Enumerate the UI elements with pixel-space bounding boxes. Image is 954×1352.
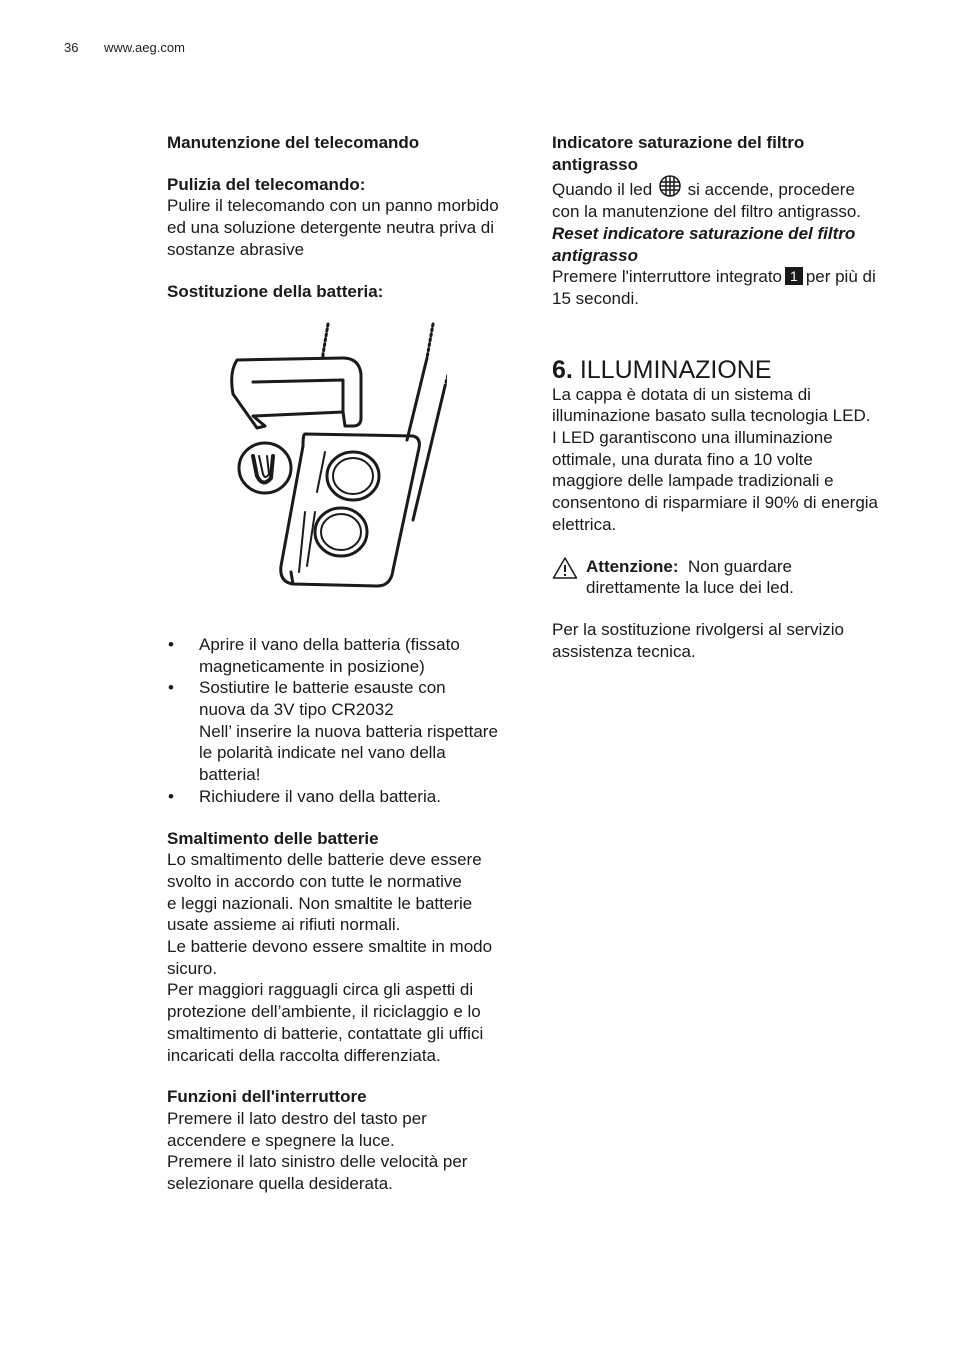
list-item: • Sostiutire le batterie esauste con nuova da 3V tipo CR2032 Nell’ inserire la nuova batteria rispettare le polarità indicate nel vano della batteria! (167, 677, 527, 786)
service-text: Per la sostituzione rivolgersi al servizio assistenza tecnica. (552, 619, 844, 661)
filter-indicator-heading: Indicatore saturazione del filtro antigrasso (552, 133, 805, 174)
grease-filter-icon (657, 175, 683, 199)
section-title: 6. ILLUMINAZIONE (552, 355, 772, 384)
page-number: 36 (64, 40, 79, 55)
list-item: • Aprire il vano della batteria (fissato magneticamente in posizione) (167, 634, 527, 677)
cleaning-heading: Pulizia del telecomando: (167, 174, 366, 194)
cleaning-text: Pulire il telecomando con un panno morbido ed una soluzione detergente neutra priva di sostanze abrasive (167, 196, 499, 259)
website-url: www.aeg.com (104, 40, 185, 55)
warning-label: Attenzione: (586, 556, 679, 576)
switch-key-badge: 1 (785, 267, 803, 285)
battery-replacement-heading: Sostituzione della batteria: (167, 281, 384, 301)
illumination-text: La cappa è dotata di un sistema di illuminazione basato sulla tecnologia LED. I LED garantiscono una illuminazione ottimale, una durata fino a 10 volte maggiore delle lampade tradizionali e consentono di risparmiare il 90% di energia elettrica. (552, 384, 879, 534)
reset-indicator-text: Premere l'interruttore integrato 1 per più di 15 secondi. (552, 267, 876, 308)
remote-maintenance-heading: Manutenzione del telecomando (167, 133, 420, 152)
battery-disposal-text: Lo smaltimento delle batterie deve essere svolto in accordo con tutte le normative e leggi nazionali. Non smaltite le batterie usate assieme ai rifiuti normali. Le batterie devono essere smaltite in modo sicuro. Per maggiori ragguagli circa gli aspetti di protezione dell’ambiente, il riciclaggio e lo smaltimento di batterie, contattate gli uffici incaricati della raccolta differenziata. (167, 850, 493, 1065)
battery-disposal-heading: Smaltimento delle batterie (167, 828, 379, 848)
filter-indicator-text: Quando il led si accende, procedere con la manutenzione del filtro antigrasso. (552, 175, 914, 222)
right-column (552, 132, 914, 662)
battery-compartment-illustration (207, 322, 447, 602)
reset-indicator-heading: Reset indicatore saturazione del filtro antigrasso (552, 223, 856, 265)
warning-note: Attenzione: Non guardare direttamente la luce dei led. (552, 556, 914, 599)
battery-steps-list (167, 634, 527, 808)
switch-functions-text: Premere il lato destro del tasto per accendere e spegnere la luce. Premere il lato sinistro delle velocità per selezionare quella desiderata. (167, 1108, 468, 1194)
list-item: • Richiudere il vano della batteria. (167, 786, 527, 808)
switch-functions-heading: Funzioni dell'interruttore (167, 1087, 367, 1107)
warning-icon (552, 556, 578, 580)
left-column (167, 132, 527, 1195)
